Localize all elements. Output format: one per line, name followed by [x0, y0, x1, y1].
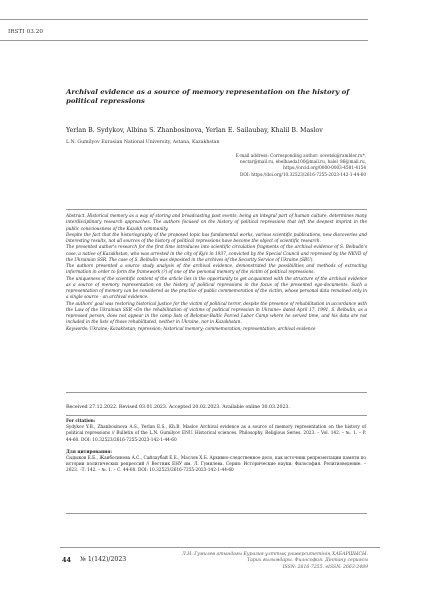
- contact-line: E-mail address: Corresponding author: sovetsk@rambler.ru*,: [235, 153, 366, 158]
- article-authors: Yerlan B. Sydykov, Albina S. Zhanbosinova, Yerlan E. Sailaubay, Khalil B. Maslov: [66, 127, 323, 134]
- doi-link[interactable]: DOI: https://doi.org/10.32523/2616-7255-2023-142-1-44-60: [240, 171, 366, 177]
- footer-rule: [60, 547, 380, 548]
- abstract-top-rule: [66, 209, 367, 210]
- citation-ru-text: Сыдыков Е.Б., Жанбосинова А.С., Сайлаубай Е.Е., Маслов Х.Б. Архивно-следственное дело, как источник репрезентации памяти по истории политических репрессий // Вестник ЕНУ им. Л. Гумилева. Серия: Исторические науки. Философия. Религиоведение. – 2023. –Т. 142. – №. 1. – С. 44-60. DOI: 10.32523/2616-7255-2023-142-1-44-60: [66, 456, 366, 474]
- abstract-paragraph: The presented author's research for the first time introduces into scientific circulation fragments of the archival evidence of S. Beibulin's case, a native of Kazakhstan, who was arrested in the city of Kyiv in 1937, convicted by the Special Council and repressed by the NKVD of the Ukrainian SSR. The case of S. Beibulin was deposited in the archives of the Security Service of Ukraine (SBU).: [66, 245, 367, 263]
- citation-top-rule: [66, 415, 367, 416]
- article-affiliation: L.N. Gumilyov Eurasian National University, Astana, Kazakhstan: [66, 140, 220, 145]
- abstract-paragraph: Despite the fact that the historiography of the proposed topic has fundamental works, various scientific publications, new discoveries and interesting results, not all sources of the history of political repressions have become the object of scientific research.: [66, 232, 367, 244]
- abstract-bottom-rule: [66, 392, 367, 393]
- citation-text: Sydykov Y.B., Zhanbosinova A.S., Yerlan E.S., Kh.B. Maslov Archival evidence as a source of memory representation on the history of political repressions // Bulletin of the L.N. Gumilyov ENU. Historical sciences. Philosophy. Religious Series. 2023. – Vol. 142. – №. 1. – P. 44-60. DOI: 10.32523/2616-7255-2023-142-1-44-60: [66, 425, 366, 443]
- running-head-line: ISSN: 2616-7255. eISSN: 2663-2489: [282, 564, 368, 570]
- contact-line: nectar@mail.ru, ebelbaeda100@mail.ru, halel_86@mail.ru,: [239, 159, 366, 165]
- publication-dates: Received 27.12.2022. Revised 03.01.2023. Accepted 20.02.2023. Available online 30.03.2023.: [66, 405, 290, 410]
- article-title: Archival evidence as a source of memory representation on the history of political repressions: [66, 88, 350, 106]
- running-head: [182, 552, 368, 571]
- page-number: 44: [62, 556, 72, 564]
- citation-bottom-rule: [66, 513, 367, 514]
- abstract-paragraph: The authors' goal was restoring historical justice for the victim of political terror, despite the presence of rehabilitation in accordance with the Law of the Ukrainian SSR «On the rehabilitation of victims of political repression in Ukraine» dated April 17, 1991, S. Beibulin, as a repressed person, does not appear in the camp lists of Belomor-Baltic Forced Labor Camp where he served time, and his data are not included in the lists of those rehabilitated, neither in Ukraine, nor in Kazakhstan.: [66, 301, 367, 326]
- keywords-paragraph: Keywords: Ukraine; Kazakhstan; repression; historical memory; commemoration; representation; archival evidence: [66, 326, 316, 332]
- running-head-line: Л.Н. Гумилев атындағы Еуразия ұлттық университетінің ХАБАРШЫСЫ.: [182, 552, 368, 557]
- irsti-code: IRSTI 03.20: [8, 29, 44, 35]
- header-rule-bottom: [0, 40, 368, 41]
- abstract-paragraph: Abstract. Historical memory as a way of storing and broadcasting past events, being an integral part of human culture, determines many interdisciplinary research approaches. The authors focused on the history of political repressions that left the deepest imprint in the public consciousness of the Kazakh community.: [66, 214, 367, 232]
- orcid-link[interactable]: https://orcid.org/0000-0003-4581-4154: [283, 165, 366, 171]
- header-rule: [0, 19, 368, 20]
- abstract-paragraph: The authors presented a source study analysis of the archival evidence, demonstrated the possibilities and methods of extracting information in order to form the framework (?) of one of the personal memory of the victim of political repressions.: [66, 264, 367, 276]
- citation-heading: For citation:: [66, 419, 96, 424]
- running-head-line: Тарих ғылымдары. Философия. Дінтану сериясы: [247, 558, 368, 564]
- citation-ru-heading: Для цитирования:: [66, 449, 112, 455]
- abstract-paragraph: The uniqueness of the scientific content of the article lies in the opportunity to get acquainted with the structure of the archival evidence as a source of memory representation on the history of political repressions in the focus of the presented ego-documents. Such a representation of memory can be considered as the practice of public commemoration of the victim, whose personal data remained only in a single source - an archival evidence.: [66, 276, 367, 301]
- abstract-block: [66, 214, 367, 333]
- citation-block: [66, 419, 366, 475]
- contact-block: [236, 153, 366, 178]
- issue-number: № 1(142)/2023: [80, 556, 127, 563]
